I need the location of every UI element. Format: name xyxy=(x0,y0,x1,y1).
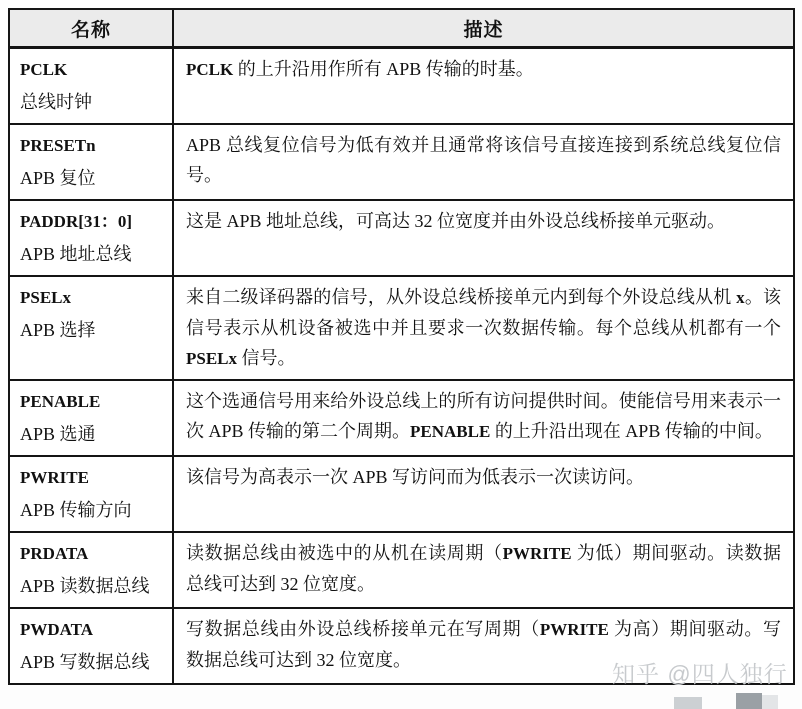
signal-name: PWDATA xyxy=(20,620,94,639)
signal-description-cell xyxy=(173,380,794,456)
table-row xyxy=(9,276,794,380)
description-segment: 读数据总线由被选中的从机在读周期（ xyxy=(186,543,503,563)
description-segment: PWRITE xyxy=(502,544,572,563)
signal-name: PADDR[31：0] xyxy=(20,212,133,231)
description-segment: 这个选通信号用来给外设总线上的所有访问提供时间。使能信号用来表示一次 APB 传输的第二个周期。 xyxy=(186,391,781,441)
description-segment: 为高）期间驱动。写数据总线可达到 32 位宽度。 xyxy=(186,619,782,670)
artifact-block-dark xyxy=(736,693,762,709)
artifact-block-light xyxy=(674,697,702,709)
signal-name: PCLK xyxy=(20,60,68,79)
signal-description-cell xyxy=(173,532,794,608)
description-segment: 为低）期间驱动。读数据总线可达到 32 位宽度。 xyxy=(186,543,782,594)
zhihu-watermark: 知乎 @四人独行 xyxy=(612,661,788,687)
signal-name-chinese: APB 选择 xyxy=(20,320,96,340)
description-segment: 来自二级译码器的信号，从外设总线桥接单元内到每个外设总线从机 xyxy=(186,287,737,307)
signal-name-chinese: 总线时钟 xyxy=(20,92,92,112)
description-segment: x xyxy=(736,288,745,307)
signal-name: PENABLE xyxy=(20,392,101,411)
signal-name-chinese: APB 复位 xyxy=(20,168,96,188)
description-segment: 的上升沿出现在 APB 传输的中间。 xyxy=(490,421,773,441)
table-row xyxy=(9,456,794,532)
signal-name-chinese: APB 写数据总线 xyxy=(20,652,150,672)
table-row xyxy=(9,200,794,276)
signal-name-cell xyxy=(9,48,173,125)
description-segment: PENABLE xyxy=(410,422,491,441)
table-row xyxy=(9,380,794,456)
signal-name-cell xyxy=(9,200,173,276)
signal-description-cell xyxy=(173,200,794,276)
header-row xyxy=(9,9,794,48)
table-row xyxy=(9,124,794,200)
table-row xyxy=(9,532,794,608)
signal-name-cell xyxy=(9,380,173,456)
signal-description-cell xyxy=(173,276,794,380)
signal-description-cell xyxy=(173,48,794,125)
description-segment: 该信号为高表示一次 APB 写访问而为低表示一次读访问。 xyxy=(186,467,645,487)
description-segment: 写数据总线由外设总线桥接单元在写周期（ xyxy=(186,619,540,639)
description-segment: PWRITE xyxy=(539,620,609,639)
header-desc-column: 描述 xyxy=(173,9,794,48)
signal-table-body xyxy=(9,48,794,685)
description-segment: 信号。 xyxy=(237,348,296,368)
description-segment: 这是 APB 地址总线，可高达 32 位宽度并由外设总线桥接单元驱动。 xyxy=(186,211,726,231)
description-segment: PCLK xyxy=(186,60,234,79)
signal-name-chinese: APB 读数据总线 xyxy=(20,576,150,596)
signal-name-chinese: APB 传输方向 xyxy=(20,500,132,520)
signal-name-cell xyxy=(9,276,173,380)
apb-signal-table xyxy=(8,8,795,685)
signal-name-cell xyxy=(9,532,173,608)
signal-name: PSELx xyxy=(20,288,72,307)
signal-name: PRESETn xyxy=(20,136,96,155)
signal-description-cell xyxy=(173,608,794,684)
signal-name: PWRITE xyxy=(20,468,89,487)
signal-name-cell xyxy=(9,608,173,684)
signal-description-cell xyxy=(173,456,794,532)
table-row xyxy=(9,48,794,125)
signal-name-cell xyxy=(9,456,173,532)
signal-description-cell xyxy=(173,124,794,200)
artifact-block-pale xyxy=(762,695,778,709)
description-segment: 。该信号表示从机设备被选中并且要求一次数据传输。每个总线从机都有一个 xyxy=(186,287,782,338)
header-name-column: 名称 xyxy=(9,9,173,48)
description-segment: PSELx xyxy=(186,349,238,368)
signal-name-cell xyxy=(9,124,173,200)
description-segment: APB 总线复位信号为低有效并且通常将该信号直接连接到系统总线复位信号。 xyxy=(186,135,781,185)
signal-name-chinese: APB 选通 xyxy=(20,424,96,444)
signal-name-chinese: APB 地址总线 xyxy=(20,244,132,264)
signal-name: PRDATA xyxy=(20,544,89,563)
table-row xyxy=(9,608,794,684)
description-segment: 的上升沿用作所有 APB 传输的时基。 xyxy=(233,59,534,79)
